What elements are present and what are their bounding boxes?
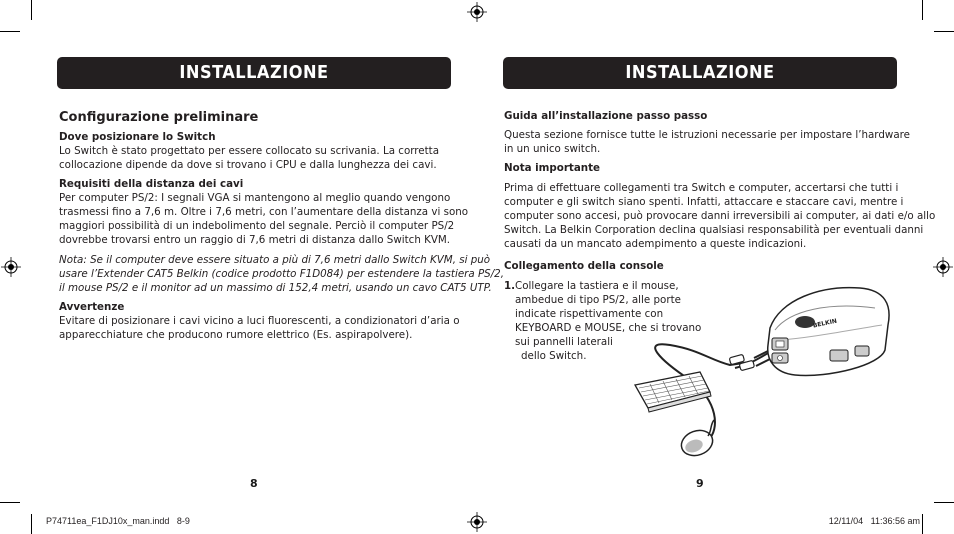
mouse-icon <box>678 420 716 460</box>
step-line: dello Switch. <box>521 350 587 362</box>
note-line: computer sono accesi, può provocare danni irreversibili ai computer, ai dati e/o allo <box>504 210 936 222</box>
guide-line: Questa sezione fornisce tutte le istruzioni necessarie per impostare l’hardware <box>504 129 910 141</box>
kvm-switch-icon <box>768 288 889 376</box>
note-line: Prima di effettuare collegamenti tra Switch e computer, accertarsi che tutti i <box>504 182 899 194</box>
left-section-title: Configurazione preliminare <box>59 110 259 125</box>
left-block-heading: Requisiti della distanza dei cavi <box>59 178 244 190</box>
left-page-number: 8 <box>250 477 258 490</box>
keyboard-icon <box>635 372 711 412</box>
crop-mark <box>934 502 954 503</box>
left-note-line: usare l’Extender CAT5 Belkin (codice prodotto F1D084) per estendere la tastiera PS/2, <box>59 268 505 280</box>
file-slug: P74711ea_F1DJ10x_man.indd 8-9 <box>46 516 190 526</box>
crop-mark <box>922 514 923 534</box>
crop-mark <box>922 0 923 20</box>
switch-brand: BELKIN <box>812 317 838 330</box>
note-line: causati da un mancato adempimento a queste indicazioni. <box>504 238 807 250</box>
guide-heading: Guida all’installazione passo passo <box>504 110 708 122</box>
note-heading: Nota importante <box>504 162 601 174</box>
right-page-number: 9 <box>696 477 704 490</box>
right-title-banner <box>503 57 897 89</box>
left-block-line: Per computer PS/2: I segnali VGA si mantengono al meglio quando vengono <box>59 192 451 204</box>
step-number: 1. <box>504 280 516 292</box>
left-block-line: Lo Switch è stato progettato per essere collocato su scrivania. La corretta <box>59 145 440 157</box>
right-banner-title: INSTALLAZIONE <box>625 62 775 83</box>
console-heading: Collegamento della console <box>504 260 664 272</box>
left-note-line: il mouse PS/2 e il monitor ad un massimo di 152,4 metri, usando un cavo CAT5 UTP. <box>59 282 492 294</box>
left-banner-title: INSTALLAZIONE <box>179 62 329 83</box>
crop-mark <box>934 31 954 32</box>
left-block-line: dovrebbe trovarsi entro un raggio di 7,6 metri di distanza dallo Switch KVM. <box>59 234 451 246</box>
crop-mark <box>0 502 20 503</box>
registration-mark-icon <box>467 512 487 532</box>
guide-line: in un unico switch. <box>504 143 601 155</box>
step-line: ambedue di tipo PS/2, alle porte <box>515 294 681 306</box>
crop-mark <box>0 31 20 32</box>
left-block-line: maggiori possibilità di un indebolimento del segnale. Perciò il computer PS/2 <box>59 220 455 232</box>
crop-mark <box>31 0 32 20</box>
registration-mark-icon <box>933 257 953 277</box>
left-block-heading: Dove posizionare lo Switch <box>59 131 216 143</box>
step-line: KEYBOARD e MOUSE, che si trovano <box>515 322 702 334</box>
left-block-line: Evitare di posizionare i cavi vicino a luci fluorescenti, a condizionatori d’aria o <box>59 315 460 327</box>
print-timestamp: 12/11/04 11:36:56 am <box>828 516 920 526</box>
step-line: indicate rispettivamente con <box>515 308 664 320</box>
registration-mark-icon <box>1 257 21 277</box>
left-note-line: Nota: Se il computer deve essere situato a più di 7,6 metri dallo Switch KVM, si può <box>59 254 491 266</box>
registration-mark-icon <box>467 2 487 22</box>
kvm-setup-illustration <box>630 280 895 465</box>
note-line: Switch. La Belkin Corporation declina qualsiasi responsabilità per eventuali danni <box>504 224 924 236</box>
left-block-line: trasmessi fino a 7,6 m. Oltre i 7,6 metri, con l’aumentare della distanza vi sono <box>59 206 469 218</box>
left-block-line: collocazione dipende da dove si trovano i CPU e dalla lunghezza dei cavi. <box>59 159 437 171</box>
note-line: computer e gli switch siano spenti. Infatti, attaccare e staccare cavi, mentre i <box>504 196 904 208</box>
left-block-heading: Avvertenze <box>59 301 125 313</box>
crop-mark <box>31 514 32 534</box>
left-block-line: apparecchiature che producono rumore elettrico (Es. aspirapolvere). <box>59 329 413 341</box>
left-title-banner <box>57 57 451 89</box>
step-line: sui pannelli laterali <box>515 336 613 348</box>
step-line: Collegare la tastiera e il mouse, <box>515 280 679 292</box>
